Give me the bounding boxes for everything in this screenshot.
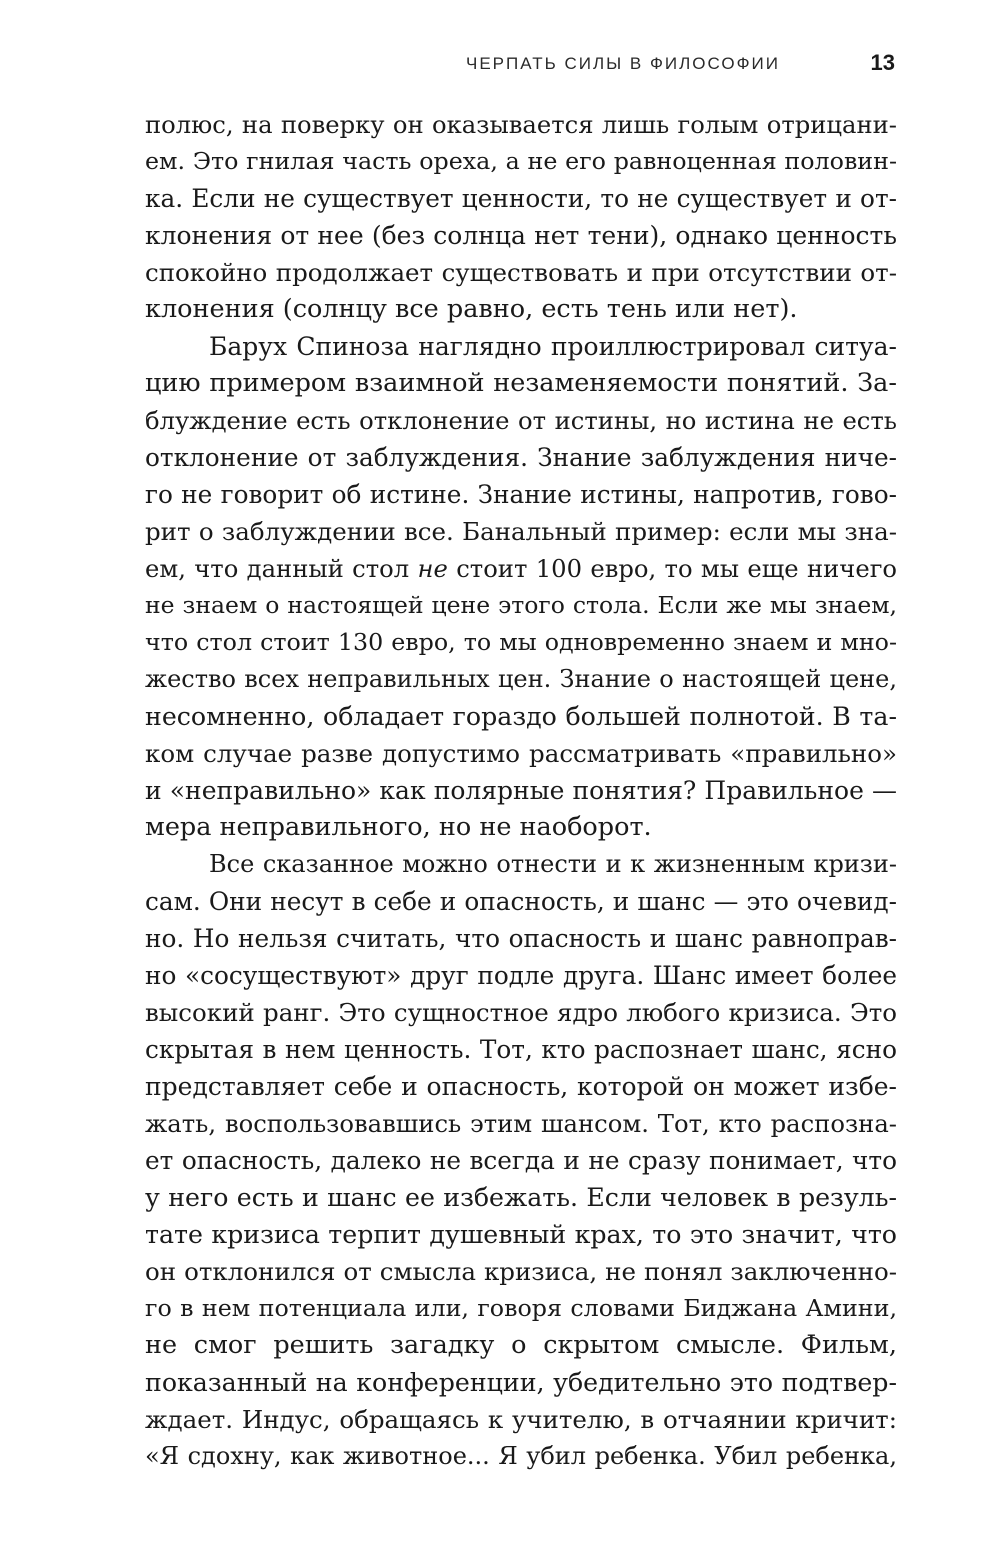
text-line: ем. Это гнилая часть ореха, а не его равноценная половин- xyxy=(145,147,897,175)
text-line: скрытая в нем ценность. Тот, кто распознает шанс, ясно xyxy=(145,1035,897,1064)
body-text xyxy=(145,106,897,1475)
text-line: мера неправильного, но не наоборот. xyxy=(145,812,652,842)
text-line: сам. Они несут в себе и опасность, и шанс — это очевид- xyxy=(145,887,897,916)
running-title: ЧЕРПАТЬ СИЛЫ В ФИЛОСОФИИ xyxy=(466,54,780,73)
text-line: он отклонился от смысла кризиса, не понял заключенно- xyxy=(145,1257,897,1286)
text-line: спокойно продолжает существовать и при отсутствии от- xyxy=(145,258,897,287)
text-line: показанный на конференции, убедительно это подтвер- xyxy=(145,1368,897,1397)
text-line: го не говорит об истине. Знание истины, напротив, гово- xyxy=(145,480,897,509)
emphasized-word: не xyxy=(417,554,448,583)
text-line: ждает. Индус, обращаясь к учителю, в отчаянии кричит: xyxy=(145,1405,897,1434)
text-line: «Я сдохну, как животное... Я убил ребенка. Убил ребенка, xyxy=(145,1442,897,1470)
text-line: высокий ранг. Это сущностное ядро любого кризиса. Это xyxy=(145,998,897,1027)
text-segment: ем, что данный стол xyxy=(145,554,418,583)
text-line: Барух Спиноза наглядно проиллюстрировал ситуа- xyxy=(209,332,897,361)
text-line: отклонение от заблуждения. Знание заблуждения ниче- xyxy=(145,443,897,472)
text-line: блуждение есть отклонение от истины, но истина не есть xyxy=(145,406,897,435)
text-line: клонения (солнцу все равно, есть тень или нет). xyxy=(145,294,798,324)
text-line: го в нем потенциала или, говоря словами Биджана Амини, xyxy=(145,1294,897,1322)
text-line: полюс, на поверку он оказывается лишь голым отрицани- xyxy=(145,110,897,139)
text-line: жество всех неправильных цен. Знание о настоящей цене, xyxy=(145,665,897,693)
text-line: ет опасность, далеко не всегда и не сразу понимает, что xyxy=(145,1146,897,1175)
text-line: рит о заблуждении все. Банальный пример: если мы зна- xyxy=(145,517,897,546)
text-line: не смог решить загадку о скрытом смысле. Фильм, xyxy=(145,1330,897,1360)
text-line: представляет себе и опасность, которой он может избе- xyxy=(145,1072,897,1101)
text-line: тате кризиса терпит душевный крах, то это значит, что xyxy=(145,1220,897,1249)
text-line xyxy=(145,550,897,587)
text-line: цию примером взаимной незаменяемости понятий. За- xyxy=(145,368,897,398)
text-line: ком случае разве допустимо рассматривать «правильно» xyxy=(145,739,897,768)
text-line: не знаем о настоящей цене этого стола. Если же мы знаем, xyxy=(145,591,897,619)
text-line: жать, воспользовавшись этим шансом. Тот, кто распозна- xyxy=(145,1109,897,1138)
text-line: что стол стоит 130 евро, то мы одновременно знаем и мно- xyxy=(145,628,897,656)
page-number: 13 xyxy=(870,50,895,75)
page-header xyxy=(145,50,895,80)
text-line: и «неправильно» как полярные понятия? Правильное — xyxy=(145,776,897,805)
text-line: Все сказанное можно отнести и к жизненным кризи- xyxy=(209,850,897,878)
text-segment: стоит 100 евро, то мы еще ничего xyxy=(447,554,897,583)
text-line: но «сосуществуют» друг подле друга. Шанс имеет более xyxy=(145,961,897,990)
text-line: несомненно, обладает гораздо большей полнотой. В та- xyxy=(145,702,897,731)
text-line: у него есть и шанс ее избежать. Если человек в резуль- xyxy=(145,1183,897,1212)
text-line: но. Но нельзя считать, что опасность и шанс равноправ- xyxy=(145,924,897,953)
text-line: клонения от нее (без солнца нет тени), однако ценность xyxy=(145,221,897,250)
text-line: ка. Если не существует ценности, то не существует и от- xyxy=(145,184,897,213)
